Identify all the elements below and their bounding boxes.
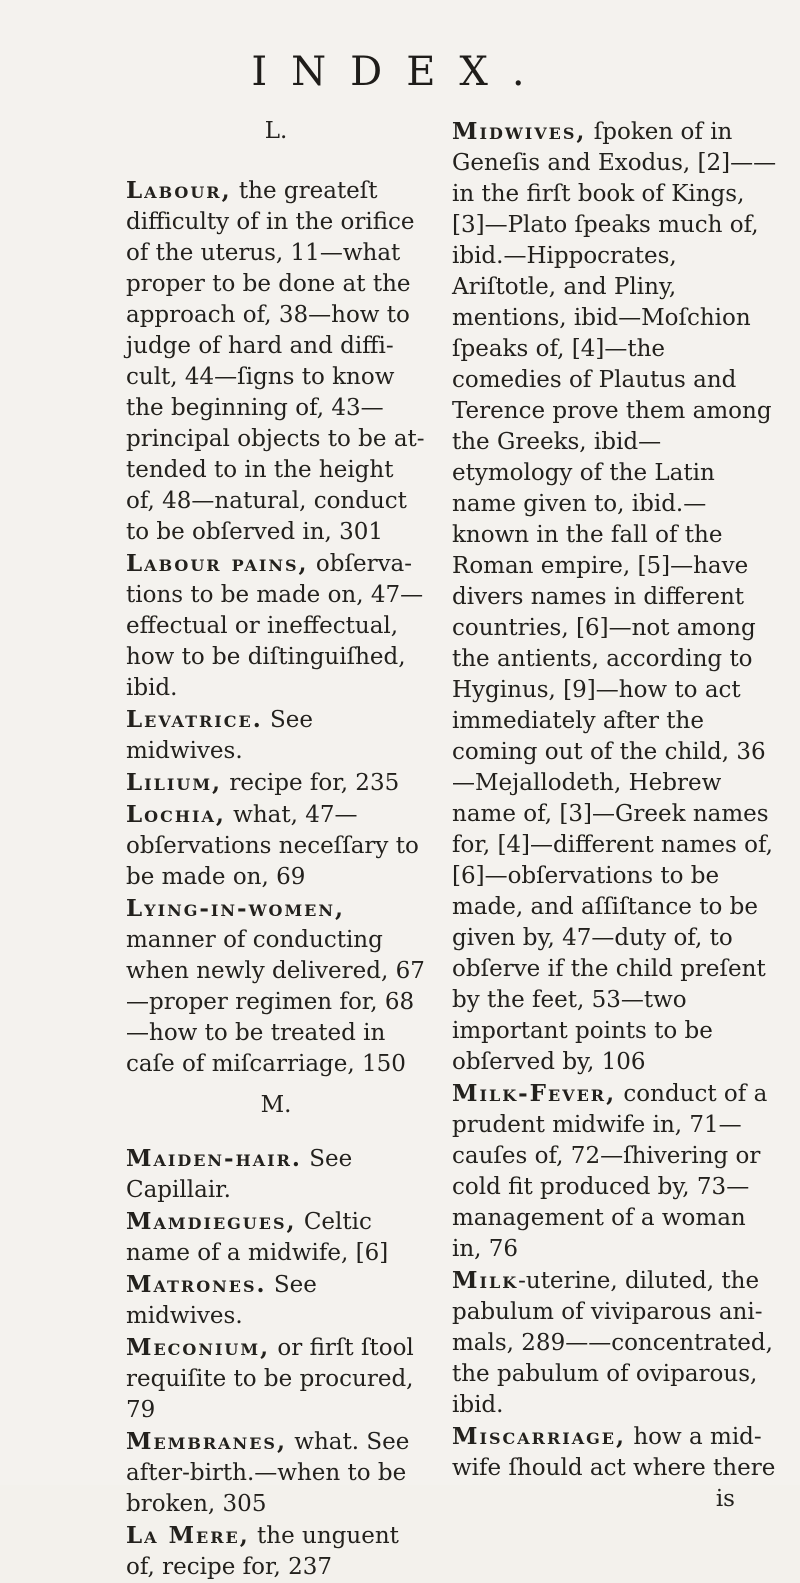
entry-head: Meconium,	[126, 1334, 271, 1361]
entry-head: Labour pains,	[126, 550, 309, 577]
index-entry	[126, 704, 426, 767]
entry-text: obſervations to be made on, 47—effectual or ineffectual, how to be diſtinguiſhed, ibid.	[126, 551, 424, 701]
catchword: is	[715, 1486, 735, 1512]
index-entry	[452, 1265, 777, 1421]
index-entry	[126, 893, 426, 1080]
entry-head: Matrones.	[126, 1271, 267, 1298]
entry-text: what, 47—obſervations neceſſary to be made on, 69	[126, 802, 419, 890]
index-entry	[126, 1143, 426, 1206]
index-entry	[452, 1421, 777, 1484]
entry-head: La Mere,	[126, 1522, 250, 1549]
index-entry	[126, 175, 426, 548]
entry-text: ſpoken of in Geneſis and Exodus, [2]——in the firſt book of Kings, [3]—Plato ſpeaks much of, ibid.—Hippocrates, Ariſtotle, and Pliny, mentions, ibid—Moſchion ſpeaks of, [4]—the comedies of Plautus and Terence prove them among the Greeks, ibid—etymology of the Latin name given to, ibid.—known in the fall of the Roman empire, [5]—have divers names in different countries, [6]—not among the antients, according to Hyginus, [9]—how to act immediately after the coming out of the child, 36—Mejallodeth, Hebrew name of, [3]—Greek names for, [4]—different names of, [6]—obſervations to be made, and aſſiſtance to be given by, 47—duty of, to obſerve if the child preſent by the feet, 53—two important points to be obſerved by, 106	[452, 119, 777, 1075]
section-letter-m: M.	[260, 1092, 292, 1118]
left-column	[126, 116, 426, 1583]
index-entry	[126, 1206, 426, 1269]
index-entry	[452, 116, 777, 1078]
index-entry	[126, 548, 426, 704]
entry-text: what. See after-birth.—when to be broken, 305	[126, 1429, 410, 1517]
entry-head: Milk-Fever,	[452, 1080, 617, 1107]
page-header: INDEX.	[251, 49, 549, 95]
entry-head: Labour,	[126, 177, 232, 204]
index-entry	[452, 1078, 777, 1265]
entry-text: the greateſt difficulty of in the orifice of the uterus, 11—what proper to be done at the approach of, 38—how to judge of hard and difficult, 44—ſigns to know the beginning of, 43—principal objects to be attended to in the height of, 48—natural, conduct to be obſerved in, 301	[126, 178, 425, 545]
entry-head: Miscarriage,	[452, 1423, 627, 1450]
entry-head: Maiden-hair.	[126, 1145, 302, 1172]
entry-head: Mamdiegues,	[126, 1208, 297, 1235]
entry-text: Celtic name of a midwife, [6]	[126, 1209, 389, 1266]
entry-text: -uterine, diluted, the pabulum of viviparous animals, 289——concentrated, the pabulum of oviparous, ibid.	[452, 1268, 773, 1418]
entry-head: Membranes,	[126, 1428, 287, 1455]
entry-text: See midwives.	[126, 1272, 317, 1329]
entry-head: Lying-in-women,	[126, 895, 346, 922]
entry-text: or firſt ſtool requiſite to be procured, 79	[126, 1335, 414, 1423]
index-entry	[126, 1426, 426, 1520]
entry-head: Lilium,	[126, 769, 223, 796]
entry-text: conduct of a prudent midwife in, 71—cauſes of, 72—ſhivering or cold fit produced by, 73—management of a woman in, 76	[452, 1081, 768, 1262]
entry-text: the unguent of, recipe for, 237	[126, 1523, 399, 1580]
entry-text: how a midwife ſhould act where there	[452, 1424, 776, 1481]
index-entry	[126, 1520, 426, 1583]
right-column	[452, 116, 777, 1515]
entry-text: See Capillair.	[126, 1146, 353, 1203]
entry-text: See midwives.	[126, 707, 313, 764]
section-letter-l: L.	[264, 118, 288, 144]
index-entry	[126, 1269, 426, 1332]
entry-text: manner of conducting when newly delivered, 67—proper regimen for, 68—how to be treated in caſe of miſcarriage, 150	[126, 927, 425, 1077]
entry-head: Levatrice.	[126, 706, 263, 733]
entry-head: Lochia,	[126, 801, 226, 828]
entry-text: recipe for, 235	[222, 770, 400, 796]
entry-head: Milk	[452, 1267, 519, 1294]
entry-head: Midwives,	[452, 118, 587, 145]
index-entry	[126, 767, 426, 799]
index-entry	[126, 799, 426, 893]
index-entry	[126, 1332, 426, 1426]
